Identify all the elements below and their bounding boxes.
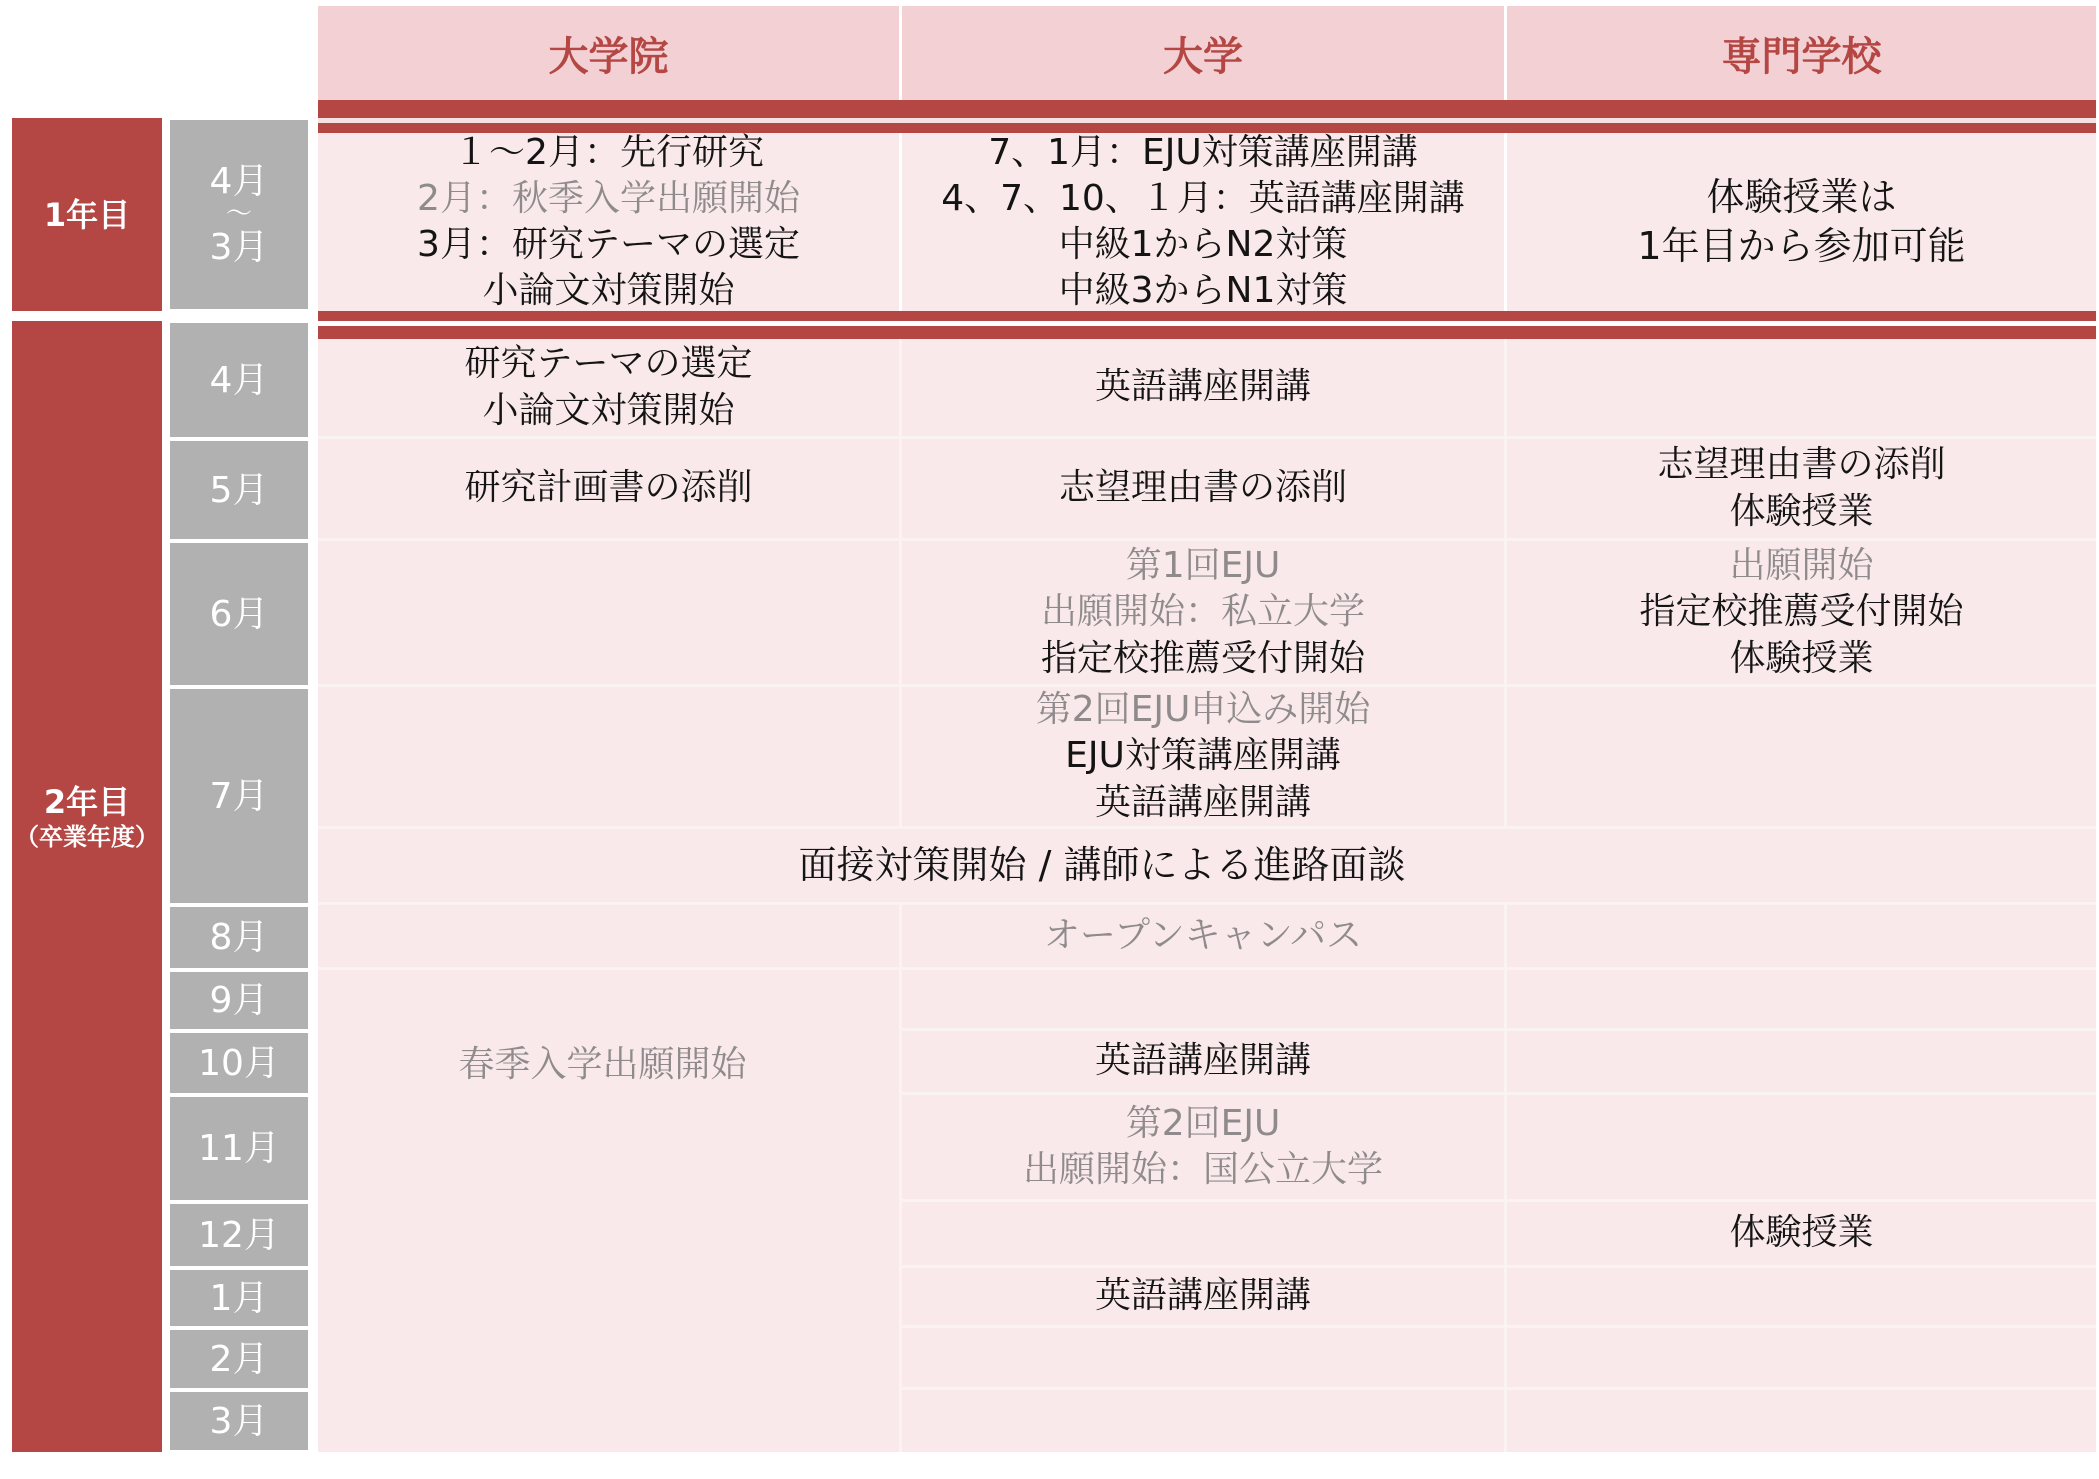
y1-graduate-line-1: １～2月：先行研究 — [453, 131, 764, 173]
month-cell-nov — [170, 1097, 308, 1200]
y1-university-line-2: 4、7、10、１月：英語講座開講 — [941, 177, 1465, 219]
year-1-label-text: 1年目 — [43, 195, 131, 234]
y1-graduate-line-2: 2月：秋季入学出願開始 — [417, 177, 800, 219]
year-1-month-tilde: ～ — [225, 199, 252, 230]
month-label-feb: 2月 — [209, 1338, 269, 1380]
graduate-sep-to-mar-cell — [318, 970, 899, 1452]
mar-vocational-cell — [1507, 1390, 2096, 1452]
month-label-mar: 3月 — [209, 1400, 269, 1442]
feb-university-cell — [902, 1328, 1504, 1390]
month-cell-jan — [170, 1270, 308, 1326]
may-university-cell — [902, 439, 1504, 541]
y1-graduate-line-4: 小論文対策開始 — [482, 270, 735, 312]
jul-graduate-cell — [318, 687, 899, 829]
year-1-vocational-cell — [1507, 133, 2096, 311]
y1-university-line-1: 7、1月：EJU対策講座開講 — [988, 131, 1418, 173]
sep-vocational-cell — [1507, 970, 2096, 1031]
jun-vocational-line-3: 体験授業 — [1729, 637, 1874, 679]
month-label-jul: 7月 — [209, 775, 269, 817]
year-1-graduate-cell — [318, 133, 899, 311]
may-graduate-cell — [318, 439, 899, 541]
oct-vocational-cell — [1507, 1031, 2096, 1095]
jun-vocational-line-2: 指定校推薦受付開始 — [1639, 591, 1964, 633]
aug-university-cell — [902, 905, 1504, 970]
header-vocational-school: 専門学校 — [1507, 6, 2096, 100]
jun-university-line-3: 指定校推薦受付開始 — [1040, 637, 1365, 679]
year-1-month-from: 4月 — [209, 161, 269, 203]
oct-graduate-text: 春季入学出願開始 — [458, 1044, 747, 1085]
sep-university-cell — [902, 970, 1504, 1031]
feb-vocational-cell — [1507, 1328, 2096, 1390]
y1-vocational-line-2: 1年目から参加可能 — [1637, 224, 1966, 268]
header-university: 大学 — [902, 6, 1504, 100]
aug-vocational-cell — [1507, 905, 2096, 970]
nov-vocational-cell — [1507, 1095, 2096, 1202]
apr-vocational-cell — [1507, 339, 2096, 439]
apr-university-cell — [902, 339, 1504, 439]
year-divider-lower — [318, 321, 2096, 339]
jun-university-cell — [902, 541, 1504, 687]
year-1-month-range — [170, 120, 308, 309]
apr-graduate-line-1: 研究テーマの選定 — [464, 343, 753, 385]
nov-university-cell — [902, 1095, 1504, 1202]
month-label-jan: 1月 — [209, 1277, 269, 1319]
header-divider-upper — [318, 100, 2096, 118]
jul-interview-text: 面接対策開始 / 講師による進路面談 — [798, 843, 1406, 888]
jul-university-cell — [902, 687, 1504, 829]
jan-university-cell — [902, 1268, 1504, 1328]
jan-university-text: 英語講座開講 — [1094, 1275, 1311, 1317]
month-label-nov: 11月 — [198, 1128, 280, 1169]
oct-university-text: 英語講座開講 — [1094, 1040, 1311, 1082]
year-2-label-text: 2年目 — [43, 782, 131, 821]
month-cell-mar — [170, 1392, 308, 1450]
jun-graduate-cell — [318, 541, 899, 687]
jul-university-line-3: 英語講座開講 — [1094, 781, 1311, 823]
month-cell-sep — [170, 972, 308, 1029]
apr-university-text: 英語講座開講 — [1094, 366, 1311, 408]
header-graduate-school: 大学院 — [318, 6, 899, 100]
jun-university-line-1: 第1回EJU — [1125, 545, 1281, 587]
month-label-oct: 10月 — [198, 1042, 280, 1084]
aug-graduate-cell — [318, 905, 899, 970]
month-label-jun: 6月 — [209, 593, 269, 635]
may-graduate-text: 研究計画書の添削 — [464, 467, 753, 509]
month-cell-feb — [170, 1330, 308, 1388]
y1-graduate-line-3: 3月：研究テーマの選定 — [417, 224, 800, 265]
year-divider-upper — [318, 311, 2096, 321]
apr-graduate-cell — [318, 339, 899, 439]
nov-university-line-1: 第2回EJU — [1125, 1102, 1281, 1144]
year-2-label — [12, 321, 162, 1452]
dec-university-cell — [902, 1202, 1504, 1268]
month-label-aug: 8月 — [209, 917, 269, 958]
month-cell-jun — [170, 543, 308, 685]
may-vocational-line-2: 体験授業 — [1729, 490, 1874, 532]
jun-vocational-cell — [1507, 541, 2096, 687]
y1-university-line-3: 中級1からN2対策 — [1058, 224, 1348, 265]
month-cell-oct — [170, 1033, 308, 1093]
mar-university-cell — [902, 1390, 1504, 1452]
nov-university-line-2: 出願開始：国公立大学 — [1022, 1149, 1383, 1190]
month-label-apr: 4月 — [209, 359, 269, 401]
jul-university-line-1: 第2回EJU申込み開始 — [1035, 689, 1371, 731]
aug-university-text: オープンキャンパス — [1043, 914, 1363, 956]
year-1-label — [12, 118, 162, 311]
oct-university-cell — [902, 1031, 1504, 1095]
jul-university-line-2: EJU対策講座開講 — [1065, 735, 1341, 777]
jan-vocational-cell — [1507, 1268, 2096, 1328]
apr-graduate-line-2: 小論文対策開始 — [482, 389, 735, 431]
may-vocational-cell — [1507, 439, 2096, 541]
y1-vocational-line-1: 体験授業は — [1706, 175, 1897, 220]
month-label-may: 5月 — [209, 469, 269, 511]
month-cell-dec — [170, 1204, 308, 1266]
month-cell-apr — [170, 323, 308, 437]
jul-interview-span-cell — [318, 829, 2096, 905]
month-cell-jul — [170, 689, 308, 903]
schedule-table — [12, 6, 2096, 1452]
month-cell-aug — [170, 907, 308, 968]
year-1-university-cell — [902, 133, 1504, 311]
month-cell-may — [170, 441, 308, 539]
jun-university-line-2: 出願開始：私立大学 — [1040, 591, 1365, 633]
jun-vocational-line-1: 出願開始 — [1729, 545, 1874, 587]
jul-vocational-cell — [1507, 687, 2096, 829]
month-label-sep: 9月 — [209, 980, 269, 1021]
y1-university-line-4: 中級3からN1対策 — [1058, 270, 1348, 312]
may-vocational-line-1: 志望理由書の添削 — [1657, 444, 1946, 486]
month-label-dec: 12月 — [198, 1214, 280, 1256]
may-university-text: 志望理由書の添削 — [1058, 467, 1347, 509]
dec-vocational-cell — [1507, 1202, 2096, 1268]
year-2-sublabel: （卒業年度） — [15, 822, 159, 851]
dec-vocational-text: 体験授業 — [1729, 1212, 1874, 1254]
year-1-month-to: 3月 — [209, 226, 269, 268]
